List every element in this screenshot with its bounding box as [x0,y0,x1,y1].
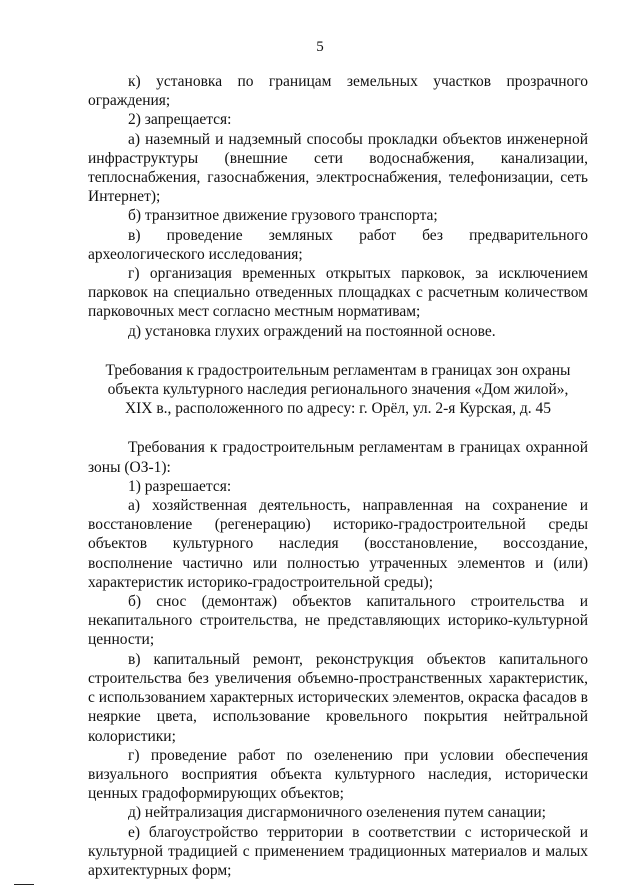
section-heading-line-3: XIX в., расположенного по адресу: г. Орёл, ул. 2-я Курская, д. 45 [124,400,552,418]
paragraph-allowed-a: а) хозяйственная деятельность, направленная на сохранение и восстановление (регенерацию) историко-градостроительной среды объектов культурного наследия (восстановление, воссоздание, восполнение частично или полностью утраченных элементов и (или) характеристик историко-градостроительной среды); [88,497,588,591]
paragraph-item-d-fences: д) установка глухих ограждений на постоянной основе. [128,322,496,340]
paragraph-zone-intro: Требования к градостроительным регламентам в границах охранной зоны (ОЗ-1): [88,439,588,476]
scan-corner-mark [14,884,34,885]
section-heading [88,361,588,419]
paragraph-prohibited-heading: 2) запрещается: [128,111,232,129]
paragraph-allowed-e: е) благоустройство территории в соответствии с исторической и культурной традицией с применением традиционных материалов и малых архитектурных форм; [88,823,588,879]
page-number: 5 [316,39,324,55]
document-body [88,72,588,880]
paragraph-allowed-v: в) капитальный ремонт, реконструкция объектов капитального строительства без увеличения объемно-пространственных характеристик, с использованием характерных исторических элементов, окраска фасадов в неяркие цвета, использование кровельного покрытия нейтральной колористики; [88,650,588,745]
paragraph-item-k: к) установка по границам земельных участков прозрачного ограждения; [88,73,588,110]
paragraph-allowed-d: д) нейтрализация дисгармоничного озеленения путем санации; [128,804,546,822]
paragraph-item-g-parking: г) организация временных открытых парковок, за исключением парковок на специально отведенных площадках с расчетным количеством парковочных мест согласно местным нормативам; [88,265,588,321]
paragraph-item-v-earthworks: в) проведение земляных работ без предварительного археологического исследования; [88,226,588,263]
section-heading-line-1: Требования к градостроительным регламентам в границах зон охраны [105,361,571,379]
paragraph-item-b-transit: б) транзитное движение грузового транспорта; [128,207,438,225]
paragraph-allowed-b: б) снос (демонтаж) объектов капитального строительства и некапитального строительства, не представляющих историко-культурной ценности; [88,593,588,649]
section-heading-line-2: объекта культурного наследия регионального значения «Дом жилой», [107,381,569,399]
paragraph-allowed-g: г) проведение работ по озеленению при условии обеспечения визуального восприятия объекта культурного наследия, исторически ценных градоформирующих объектов; [88,746,588,803]
paragraph-item-a-engineering: а) наземный и надземный способы прокладки объектов инженерной инфраструктуры (внешние сети водоснабжения, канализации, теплоснабжения, газоснабжения, электроснабжения, телефонизации, сеть Интернет); [88,130,588,206]
paragraph-allowed-heading: 1) разрешается: [128,477,232,495]
